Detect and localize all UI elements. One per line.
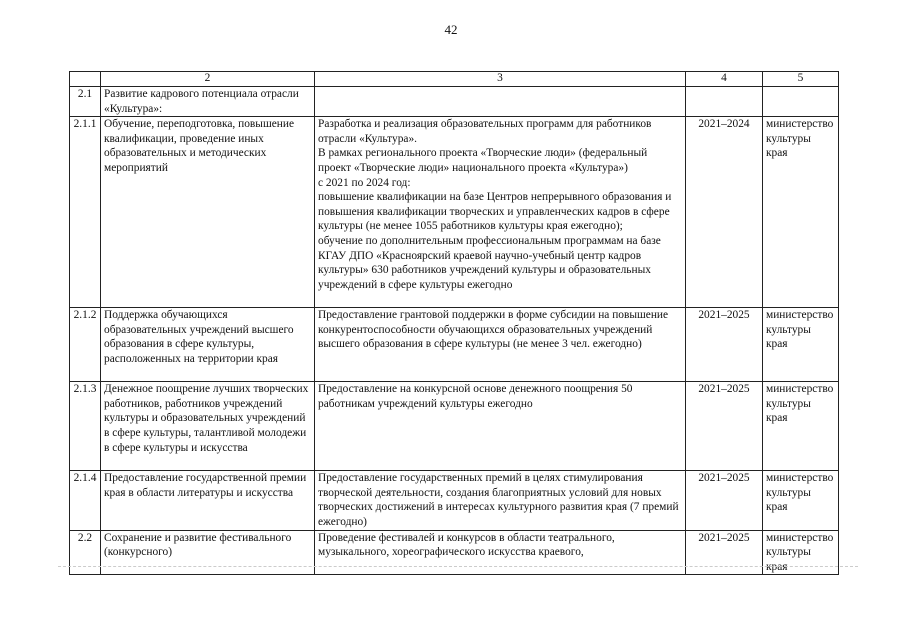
measure-name: Обучение, переподготовка, повышение квалификации, проведение иных образовательных и методических мероприятий	[101, 117, 315, 308]
measure-responsible: министерство культуры края	[763, 117, 839, 308]
scan-edge-line	[58, 566, 858, 567]
header-row	[70, 72, 839, 87]
measure-name: Сохранение и развитие фестивального (конкурсного)	[101, 530, 315, 575]
row-number: 2.1.4	[70, 471, 101, 530]
row-number: 2.1.1	[70, 117, 101, 308]
measure-actions: Предоставление на конкурсной основе денежного поощрения 50 работникам учреждений культуры ежегодно	[315, 382, 686, 471]
header-col-4: 4	[686, 72, 763, 87]
row-number: 2.1.3	[70, 382, 101, 471]
measure-responsible: министерство культуры края	[763, 471, 839, 530]
measure-actions: Разработка и реализация образовательных программ для работников отрасли «Культура». В рамках регионального проекта «Творческие люди» (федеральный проект «Творческие люди» национального проекта «Культура») с 2021 по 2024 год: повышение квалификации на базе Центров непрерывного образования и повышения квалификации творческих и управленческих кадров в сфере культуры (не менее 1055 работников культуры края ежегодно); обучение по дополнительным профессиональным программам на базе КГАУ ДПО «Красноярский краевой научно-учебный центр кадров культуры» 630 работников учреждений культуры и образовательных учреждений в сфере культуры ежегодно	[315, 117, 686, 308]
measure-period: 2021–2025	[686, 382, 763, 471]
measure-responsible	[763, 87, 839, 117]
header-col-5: 5	[763, 72, 839, 87]
measure-period: 2021–2025	[686, 471, 763, 530]
measure-responsible: министерство культуры края	[763, 308, 839, 382]
page-number: 42	[444, 22, 458, 37]
measure-period: 2021–2025	[686, 308, 763, 382]
row-number: 2.1.2	[70, 308, 101, 382]
measure-actions: Предоставление грантовой поддержки в форме субсидии на повышение конкурентоспособности обучающихся образовательных учреждений высшего образования в сфере культуры (не менее 3 чел. ежегодно)	[315, 308, 686, 382]
measure-name: Поддержка обучающихся образовательных учреждений высшего образования в сфере культуры, расположенных на территории края	[101, 308, 315, 382]
measure-responsible: министерство культуры края	[763, 530, 839, 575]
header-col-2: 2	[101, 72, 315, 87]
measure-name: Денежное поощрение лучших творческих работников, работников учреждений культуры и образовательных учреждений в сфере культуры, талантливой молодежи в сфере культуры и искусства	[101, 382, 315, 471]
header-col-3: 3	[315, 72, 686, 87]
measure-name: Развитие кадрового потенциала отрасли «Культура»:	[101, 87, 315, 117]
table-row	[70, 87, 839, 117]
measure-actions	[315, 87, 686, 117]
measure-name: Предоставление государственной премии края в области литературы и искусства	[101, 471, 315, 530]
measure-period	[686, 87, 763, 117]
measure-period: 2021–2024	[686, 117, 763, 308]
row-number: 2.1	[70, 87, 101, 117]
table-row	[70, 471, 839, 530]
measures-table	[69, 71, 839, 575]
measure-responsible: министерство культуры края	[763, 382, 839, 471]
measure-period: 2021–2025	[686, 530, 763, 575]
table-row	[70, 530, 839, 575]
table-row	[70, 308, 839, 382]
header-col-1	[70, 72, 101, 87]
table-row	[70, 382, 839, 471]
measure-actions: Проведение фестивалей и конкурсов в области театрального, музыкального, хореографического искусства краевого,	[315, 530, 686, 575]
table-row	[70, 117, 839, 308]
row-number: 2.2	[70, 530, 101, 575]
measure-actions: Предоставление государственных премий в целях стимулирования творческой деятельности, создания благоприятных условий для новых творческих достижений в интересах культурного развития края (7 премий ежегодно)	[315, 471, 686, 530]
